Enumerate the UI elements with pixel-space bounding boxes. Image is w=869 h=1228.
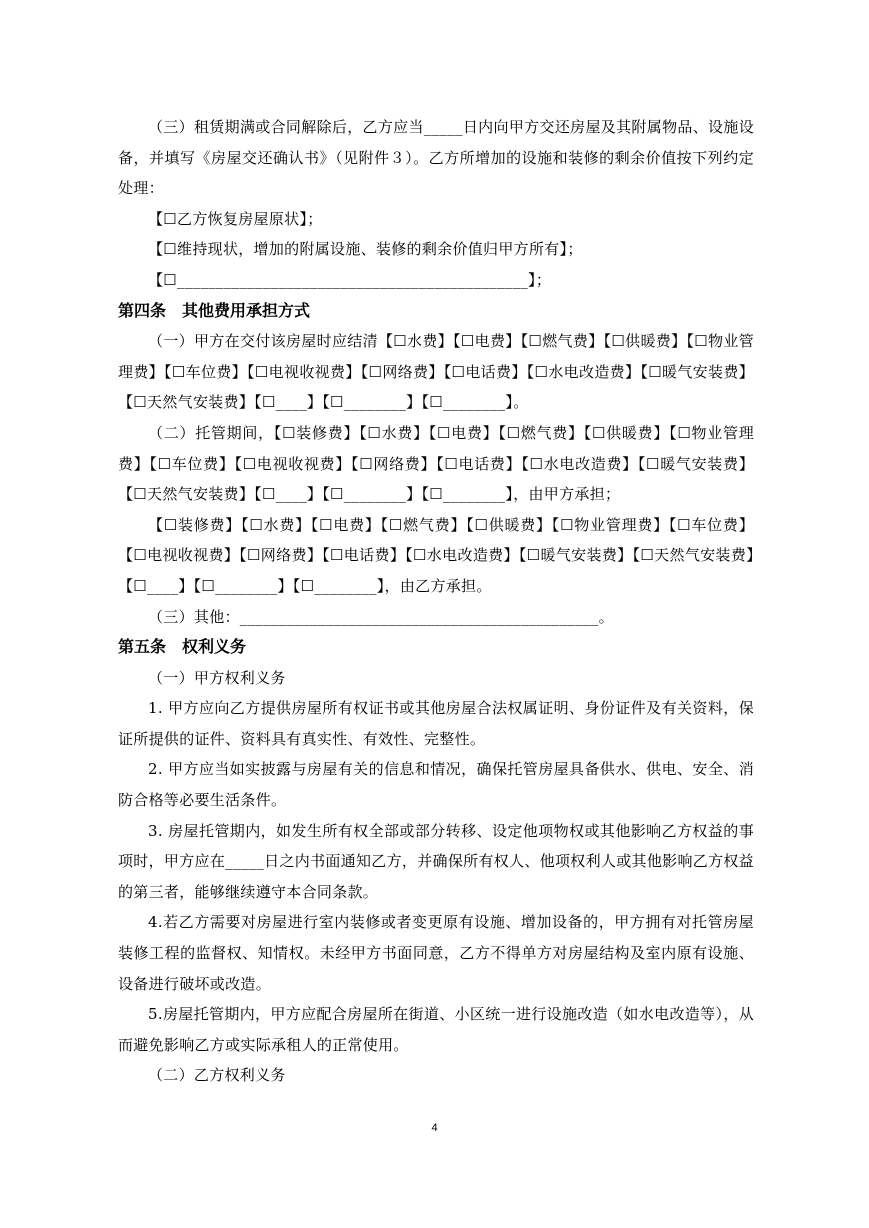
paragraph: （一）甲方权利义务 — [148, 668, 286, 687]
article-heading — [118, 296, 754, 327]
paragraph: （三）租赁期满或合同解除后，乙方应当_____日内向甲方交还房屋及其附属物品、设施设备，并填写《房屋交还确认书》（见附件３）。乙方所增加的设施和装修的剩余价值按下列约定处理： — [118, 118, 754, 198]
paragraph: 【☐装修费】【☐水费】【☐电费】【☐燃气费】【☐供暖费】【☐物业管理费】【☐车位费】【☐电视收视费】【☐网络费】【☐电话费】【☐水电改造费】【☐暖气安装费】【☐天然气安装费】【☐____】【☐________】【☐________】，由乙方承担。 — [118, 515, 754, 595]
article-number: 第五条 — [118, 637, 167, 657]
option-line: 【☐乙方恢复房屋原状】； — [148, 209, 323, 228]
article-title: 其他费用承担方式 — [182, 300, 311, 320]
page-number: 4 — [431, 1122, 438, 1134]
paragraph: （一）甲方在交付该房屋时应结清【☐水费】【☐电费】【☐燃气费】【☐供暖费】【☐物业管理费】【☐车位费】【☐电视收视费】【☐网络费】【☐电话费】【☐水电改造费】【☐暖气安装费】【☐天然气安装费】【☐____】【☐________】【☐________】。 — [118, 332, 754, 412]
paragraph: 4.若乙方需要对房屋进行室内装修或者变更原有设施、增加设备的，甲方拥有对托管房屋装修工程的监督权、知情权。未经甲方书面同意，乙方不得单方对房屋结构及室内原有设施、设备进行破坏或改造。 — [118, 913, 754, 993]
option-line: 【☐_____________________________________________】； — [148, 270, 552, 289]
paragraph: 3. 房屋托管期内，如发生所有权全部或部分转移、设定他项物权或其他影响乙方权益的事项时，甲方应在_____日之内书面通知乙方，并确保所有权人、他项权利人或其他影响乙方权益的第三者，能够继续遵守本合同条款。 — [118, 821, 754, 901]
paragraph: 5.房屋托管期内，甲方应配合房屋所在街道、小区统一进行设施改造（如水电改造等），从而避免影响乙方或实际承租人的正常使用。 — [118, 1005, 754, 1054]
paragraph: （三）其他：______________________________________________。 — [148, 607, 614, 626]
option-line: 【☐维持现状，增加的附属设施、装修的剩余价值归甲方所有】； — [148, 240, 583, 259]
paragraph: 2. 甲方应当如实披露与房屋有关的信息和情况，确保托管房屋具备供水、供电、安全、消防合格等必要生活条件。 — [118, 760, 754, 810]
paragraph: （二）托管期间，【☐装修费】【☐水费】【☐电费】【☐燃气费】【☐供暖费】【☐物业管理费】【☐车位费】【☐电视收视费】【☐网络费】【☐电话费】【☐水电改造费】【☐暖气安装费】【☐天然气安装费】【☐____】【☐________】【☐________】，由甲方承担； — [118, 423, 754, 504]
article-heading — [118, 632, 754, 663]
article-title: 权利义务 — [182, 637, 247, 657]
article-number: 第四条 — [118, 300, 167, 320]
paragraph: 1. 甲方应向乙方提供房屋所有权证书或其他房屋合法权属证明、身份证件及有关资料，保证所提供的证件、资料具有真实性、有效性、完整性。 — [118, 699, 754, 748]
document-body — [118, 112, 754, 1091]
paragraph: （二）乙方权利义务 — [148, 1066, 286, 1085]
